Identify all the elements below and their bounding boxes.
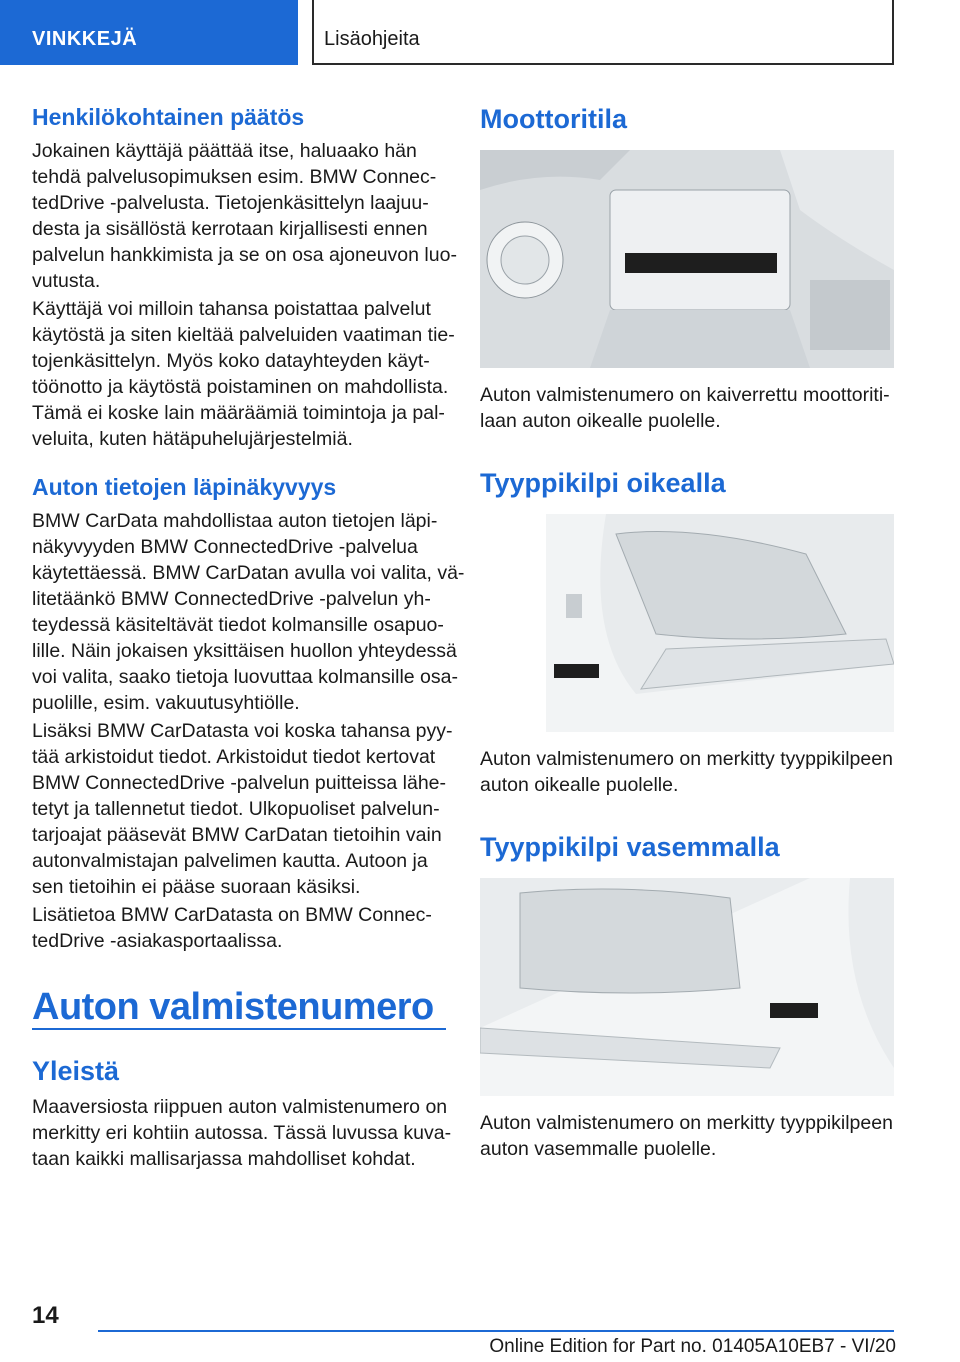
text-line: Auton valmistenumero on merkitty tyyppikilpeen: [480, 1112, 893, 1134]
text-line: Jokainen käyttäjä päättää itse, haluaako hän: [32, 140, 417, 162]
paragraph-personal-1: [32, 138, 457, 294]
paragraph-transparency-1: [32, 508, 464, 716]
text-line: Lisätietoa BMW CarDatasta on BMW Connec‐: [32, 904, 432, 926]
text-line: BMW CarData mahdollistaa auton tietojen läpi‐: [32, 510, 438, 532]
paragraph-personal-2: [32, 296, 455, 452]
door-sill-left-illustration: [480, 878, 894, 1096]
chapter-title-vin: Auton valmistenumero: [32, 986, 434, 1028]
text-line: tehdä palvelusopimuksen esim. BMW Connec‐: [32, 166, 437, 188]
text-line: teydessä käsiteltävät tiedot kolmansille osapuo‐: [32, 614, 444, 636]
engine-bay-illustration: [480, 150, 894, 368]
text-line: näkyvyyden BMW ConnectedDrive ‑palvelua: [32, 536, 418, 558]
text-line: autonvalmistajan palvelimen kautta. Autoon ja: [32, 850, 428, 872]
text-line: Auton valmistenumero on merkitty tyyppikilpeen: [480, 748, 893, 770]
text-line: sen tietoihin ei pääse suoraan käsiksi.: [32, 876, 361, 898]
heading-type-plate-left: Tyyppikilpi vasemmalla: [480, 832, 780, 862]
text-line: käytöstä ja siten kieltää palveluiden vaatiman tie‐: [32, 324, 455, 346]
caption-type-plate-left: [480, 1110, 893, 1162]
text-line: tetyt ja tallennetut tiedot. Ulkopuoliset palvelun‐: [32, 798, 440, 820]
chapter-rule: [32, 1028, 446, 1030]
heading-data-transparency: Auton tietojen läpinäkyvyys: [32, 474, 337, 500]
type-plate-marker: [770, 1003, 818, 1018]
text-line: vutusta.: [32, 270, 101, 292]
text-line: auton vasemmalle puolelle.: [480, 1138, 717, 1160]
door-sill-right-illustration: [546, 514, 894, 732]
text-line: tarjoajat pääsevät BMW CarDatan tietoihin vain: [32, 824, 442, 846]
heading-type-plate-right: Tyyppikilpi oikealla: [480, 468, 726, 498]
text-line: Tämä ei koske lain määräämiä toimintoja ja pal‐: [32, 402, 445, 424]
caption-type-plate-right: [480, 746, 893, 798]
vin-marker: [625, 253, 777, 273]
heading-personal-decision: Henkilökohtainen päätös: [32, 104, 305, 130]
text-line: auton oikealle puolelle.: [480, 774, 679, 796]
text-line: taan kaikki mallisarjassa mahdolliset kohdat.: [32, 1148, 416, 1170]
text-line: desta ja sisällöstä kerrotaan kirjallisesti ennen: [32, 218, 428, 240]
text-line: käytettäessä. BMW CarDatan avulla voi valita, vä‐: [32, 562, 465, 584]
edition-footer: Online Edition for Part no. 01405A10EB7 - VI/20: [489, 1336, 896, 1357]
paragraph-transparency-2: [32, 718, 453, 900]
text-line: palvelun hankkimista ja se on osa ajoneuvon luo‐: [32, 244, 457, 266]
text-line: litetäänkö BMW ConnectedDrive ‑palvelun yh‐: [32, 588, 431, 610]
text-line: voi valita, saako tietoja luovuttaa kolmansille osa‐: [32, 666, 458, 688]
section-tab: VINKKEJÄ: [0, 0, 298, 65]
engine-bay-image: [480, 150, 894, 368]
caption-engine-bay: [480, 382, 890, 434]
text-line: töönotto ja käytöstä poistaminen on mahdollista.: [32, 376, 449, 398]
text-line: tedDrive ‑palvelusta. Tietojenkäsittelyn laajuu‐: [32, 192, 429, 214]
paragraph-general: [32, 1094, 451, 1172]
page-number: 14: [32, 1302, 59, 1329]
text-line: laan auton oikealle puolelle.: [480, 410, 721, 432]
heading-general: Yleistä: [32, 1056, 120, 1086]
paragraph-transparency-3: [32, 902, 432, 954]
heading-engine-bay: Moottoritila: [480, 104, 627, 134]
type-plate-left-image: [480, 878, 894, 1096]
text-line: Lisäksi BMW CarDatasta voi koska tahansa pyy‐: [32, 720, 453, 742]
text-line: lille. Näin jokaisen yksittäisen huollon yhteydessä: [32, 640, 457, 662]
text-line: tää arkistoidut tiedot. Arkistoidut tiedot kertovat: [32, 746, 436, 768]
subsection-title: Lisäohjeita: [324, 28, 420, 50]
text-line: veluita, kuten hätäpuhelujärjestelmiä.: [32, 428, 353, 450]
text-line: puolille, esim. vakuutusyhtiölle.: [32, 692, 300, 714]
type-plate-marker: [554, 664, 599, 678]
text-line: tojenkäsittelyn. Myös koko datayhteyden käyt‐: [32, 350, 430, 372]
footer-rule: [98, 1330, 894, 1332]
text-line: tedDrive ‑asiakasportaalissa.: [32, 930, 283, 952]
text-line: BMW ConnectedDrive ‑palvelun puitteissa lähe‐: [32, 772, 447, 794]
type-plate-right-image: [546, 514, 894, 732]
text-line: merkitty eri kohtiin autossa. Tässä luvussa kuva‐: [32, 1122, 452, 1144]
text-line: Auton valmistenumero on kaiverrettu moottoriti‐: [480, 384, 890, 406]
text-line: Käyttäjä voi milloin tahansa poistattaa palvelut: [32, 298, 431, 320]
text-line: Maaversiosta riippuen auton valmistenumero on: [32, 1096, 448, 1118]
